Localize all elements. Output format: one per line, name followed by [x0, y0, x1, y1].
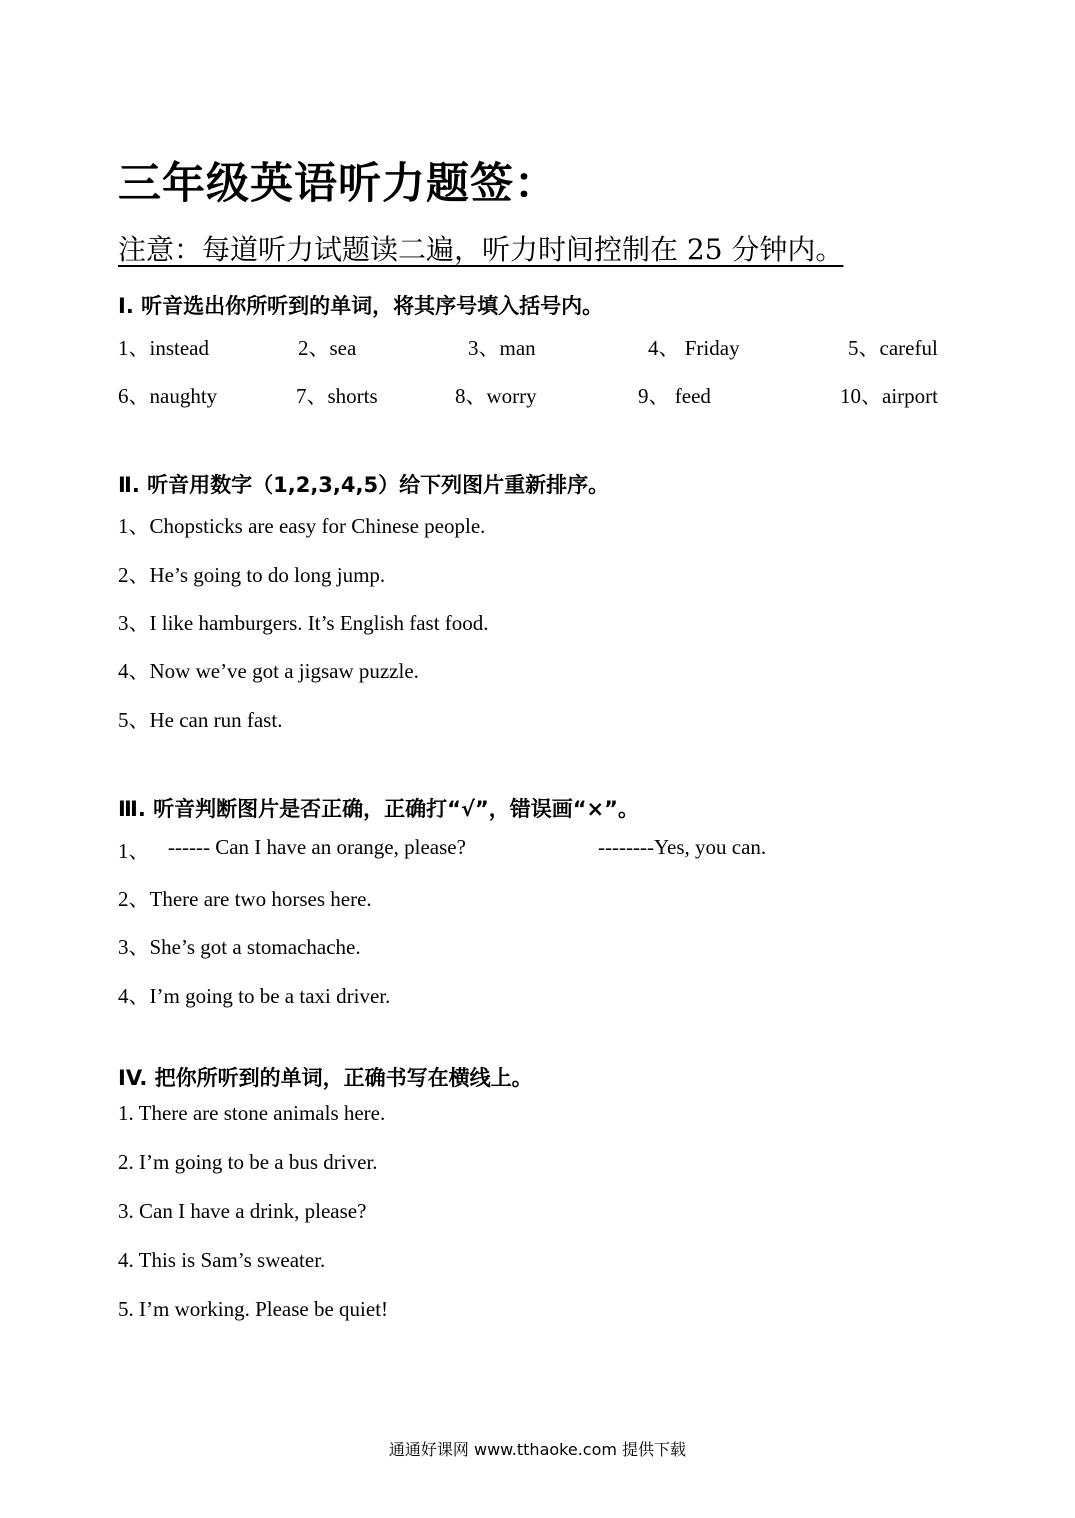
list-item: 2、He’s going to do long jump.	[118, 563, 386, 587]
section-1-heading: Ⅰ. 听音选出你所听到的单词，将其序号填入括号内。	[118, 294, 604, 318]
section-3-heading: Ⅲ. 听音判断图片是否正确，正确打“√”，错误画“×”。	[118, 797, 639, 821]
list-item: 5. I’m working. Please be quiet!	[118, 1297, 389, 1321]
word-option: 8、worry	[455, 384, 537, 408]
list-item: 2. I’m going to be a bus driver.	[118, 1150, 378, 1174]
list-item: 5、He can run fast.	[118, 708, 283, 732]
list-item: 4、Now we’ve got a jigsaw puzzle.	[118, 659, 419, 683]
list-item: 3、She’s got a stomachache.	[118, 935, 361, 959]
list-item: 1. There are stone animals here.	[118, 1101, 386, 1125]
page-footer: 通通好课网 www.tthaoke.com 提供下载	[388, 1440, 687, 1459]
word-option: 1、instead	[118, 336, 209, 360]
word-option: 4、 Friday	[648, 336, 740, 360]
list-item: 3. Can I have a drink, please?	[118, 1199, 367, 1223]
list-item: 2、There are two horses here.	[118, 887, 372, 911]
word-option: 3、man	[468, 336, 536, 360]
list-item: 1、Chopsticks are easy for Chinese people.	[118, 514, 486, 538]
list-item: 4. This is Sam’s sweater.	[118, 1248, 326, 1272]
list-item-number: 1、	[118, 839, 150, 863]
word-option: 10、airport	[840, 384, 938, 408]
page-title: 三年级英语听力题签：	[118, 159, 558, 209]
section-2-heading: Ⅱ. 听音用数字（1,2,3,4,5）给下列图片重新排序。	[118, 473, 610, 497]
exam-note: 注意：每道听力试题读二遍，听力时间控制在 25 分钟内。	[118, 233, 844, 266]
list-item: 3、I like hamburgers. It’s English fast food.	[118, 611, 489, 635]
word-option: 6、naughty	[118, 384, 218, 408]
word-option: 9、 feed	[638, 384, 711, 408]
word-option: 5、careful	[848, 336, 938, 360]
dialogue-question: ------ Can I have an orange, please?	[168, 835, 466, 859]
list-item: 4、I’m going to be a taxi driver.	[118, 984, 391, 1008]
dialogue-answer: --------Yes, you can.	[598, 835, 767, 859]
word-option: 7、shorts	[296, 384, 378, 408]
word-option: 2、sea	[298, 336, 357, 360]
section-4-heading: IV. 把你所听到的单词，正确书写在横线上。	[118, 1066, 533, 1090]
